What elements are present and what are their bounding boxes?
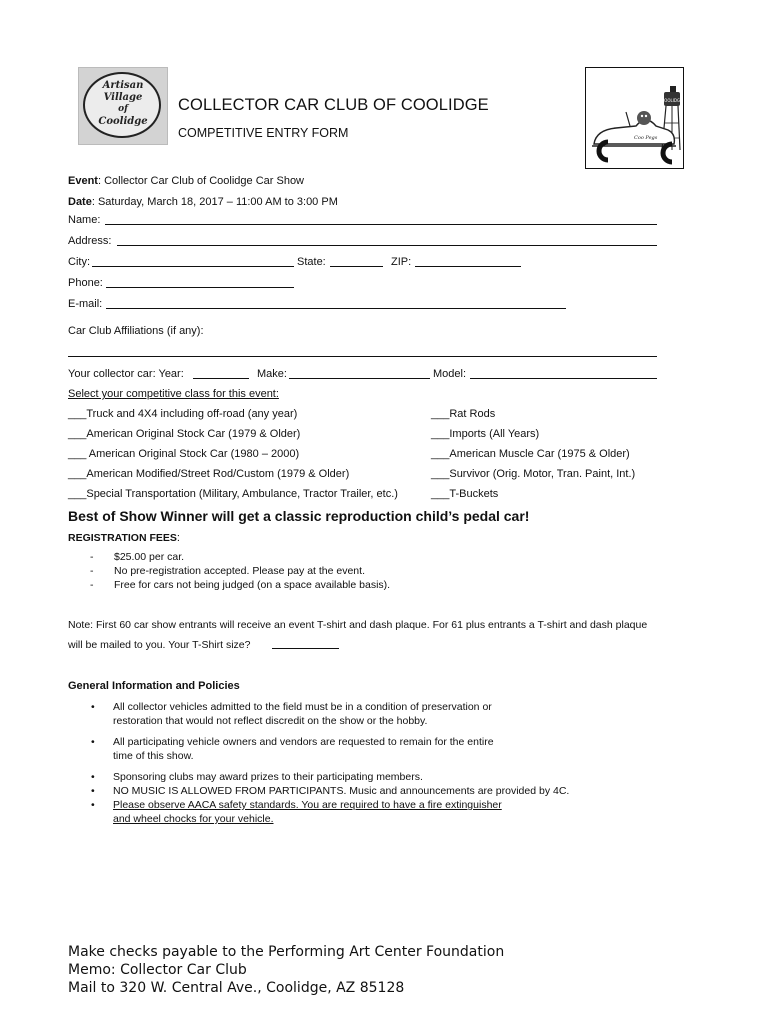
- class-option[interactable]: ___American Modified/Street Rod/Custom (1979 & Older): [68, 468, 350, 480]
- policy-text: All participating vehicle owners and vendors are requested to remain for the entire: [113, 736, 494, 748]
- note-line-1: Note: First 60 car show entrants will receive an event T-shirt and dash plaque. For 61 plus entrants a T-shirt and dash plaque: [68, 619, 648, 631]
- policy-text: All collector vehicles admitted to the field must be in a condition of preservation or: [113, 701, 492, 713]
- city-field[interactable]: [92, 266, 294, 267]
- car-year-field[interactable]: [193, 378, 249, 379]
- dash-bullet: -: [90, 565, 94, 577]
- fee-text: Free for cars not being judged (on a space available basis).: [114, 579, 391, 591]
- tshirt-size-field[interactable]: [272, 648, 339, 649]
- phone-field[interactable]: [106, 287, 294, 288]
- affiliations-label: Car Club Affiliations (if any):: [68, 325, 204, 337]
- state-field[interactable]: [330, 266, 383, 267]
- policy-text: Sponsoring clubs may award prizes to their participating members.: [113, 771, 423, 783]
- policy-text: time of this show.: [113, 750, 194, 762]
- logo-text-line: of: [118, 104, 128, 114]
- policies-list: [91, 700, 673, 826]
- fees-list: [90, 550, 391, 592]
- email-field[interactable]: [106, 308, 566, 309]
- footer-line: Mail to 320 W. Central Ave., Coolidge, AZ 85128: [68, 980, 405, 996]
- list-item: [90, 578, 391, 592]
- class-option[interactable]: ___American Muscle Car (1975 & Older): [431, 448, 630, 460]
- fees-heading-line: [68, 531, 180, 545]
- car-tower-illustration: [586, 68, 683, 168]
- class-option[interactable]: ___Survivor (Orig. Motor, Tran. Paint, Int.): [431, 468, 636, 480]
- car-model-label: Model:: [433, 368, 467, 380]
- footer-line: Memo: Collector Car Club: [68, 962, 247, 978]
- list-item: [91, 700, 673, 728]
- class-heading: Select your competitive class for this event:: [68, 388, 279, 400]
- event-line: [68, 174, 304, 188]
- class-option[interactable]: ___T-Buckets: [431, 488, 499, 500]
- policy-text: and wheel chocks for your vehicle.: [113, 813, 274, 825]
- event-value: : Collector Car Club of Coolidge Car Show: [97, 175, 305, 187]
- name-label: Name:: [68, 214, 101, 226]
- fee-text: No pre-registration accepted. Please pay at the event.: [114, 565, 365, 577]
- date-line: [68, 195, 338, 209]
- car-label: Coo Pegs: [634, 135, 658, 141]
- policy-text: Please observe AACA safety standards. You are required to have a fire extinguisher: [113, 799, 502, 811]
- event-label: Event: [68, 175, 98, 187]
- artisan-village-logo: [78, 67, 168, 145]
- logo-text-line: Coolidge: [98, 116, 148, 127]
- dash-bullet: -: [90, 551, 94, 563]
- car-make-label: Make:: [257, 368, 287, 380]
- fees-colon: :: [176, 532, 180, 544]
- address-field[interactable]: [117, 245, 657, 246]
- list-item: [90, 550, 390, 564]
- note-line-2: will be mailed to you. Your T-Shirt size?: [68, 639, 251, 651]
- date-value: : Saturday, March 18, 2017 – 11:00 AM to 3:00 PM: [91, 196, 338, 208]
- list-item: [91, 784, 673, 798]
- affiliations-field[interactable]: [68, 356, 657, 357]
- logo-text-line: Village: [103, 92, 143, 103]
- city-label: City:: [68, 256, 90, 268]
- email-label: E-mail:: [68, 298, 103, 310]
- state-label: State:: [297, 256, 326, 268]
- fees-heading: REGISTRATION FEES: [68, 532, 177, 544]
- page-title: COLLECTOR CAR CLUB OF COOLIDGE: [178, 96, 489, 114]
- bullet-dot: •: [91, 785, 95, 797]
- bullet-dot: •: [91, 736, 95, 748]
- page-subtitle: COMPETITIVE ENTRY FORM: [178, 126, 349, 140]
- list-item: [91, 798, 673, 826]
- bullet-dot: •: [91, 799, 95, 811]
- zip-field[interactable]: [415, 266, 521, 267]
- class-option[interactable]: ___Special Transportation (Military, Ambulance, Tractor Trailer, etc.): [68, 488, 398, 500]
- policies-heading: General Information and Policies: [68, 680, 240, 692]
- bullet-dot: •: [91, 771, 95, 783]
- car-year-label: Your collector car: Year:: [68, 368, 184, 380]
- policy-text: NO MUSIC IS ALLOWED FROM PARTICIPANTS. Music and announcements are provided by 4C.: [113, 785, 570, 797]
- fee-text: $25.00 per car.: [114, 551, 185, 563]
- coolidge-car-logo: [585, 67, 684, 169]
- best-of-show-text: Best of Show Winner will get a classic reproduction child’s pedal car!: [68, 508, 530, 524]
- list-item: [91, 770, 673, 784]
- class-option[interactable]: ___Rat Rods: [431, 408, 496, 420]
- logo-text-line: Artisan: [102, 80, 144, 91]
- footer-line: Make checks payable to the Performing Art Center Foundation: [68, 944, 505, 960]
- bullet-dot: •: [91, 701, 95, 713]
- class-option[interactable]: ___Truck and 4X4 including off-road (any year): [68, 408, 298, 420]
- class-option[interactable]: ___American Original Stock Car (1979 & Older): [68, 428, 301, 440]
- dash-bullet: -: [90, 579, 94, 591]
- list-item: [91, 735, 673, 763]
- car-make-field[interactable]: [289, 378, 430, 379]
- zip-label: ZIP:: [391, 256, 412, 268]
- name-field[interactable]: [105, 224, 657, 225]
- date-label: Date: [68, 196, 92, 208]
- class-option[interactable]: ___ American Original Stock Car (1980 – 2000): [68, 448, 300, 460]
- address-label: Address:: [68, 235, 112, 247]
- policy-text: restoration that would not reflect discredit on the show or the hobby.: [113, 715, 428, 727]
- class-option[interactable]: ___Imports (All Years): [431, 428, 540, 440]
- tower-label: COOLIDGE: [661, 98, 683, 103]
- car-model-field[interactable]: [470, 378, 657, 379]
- list-item: [90, 564, 390, 578]
- phone-label: Phone:: [68, 277, 103, 289]
